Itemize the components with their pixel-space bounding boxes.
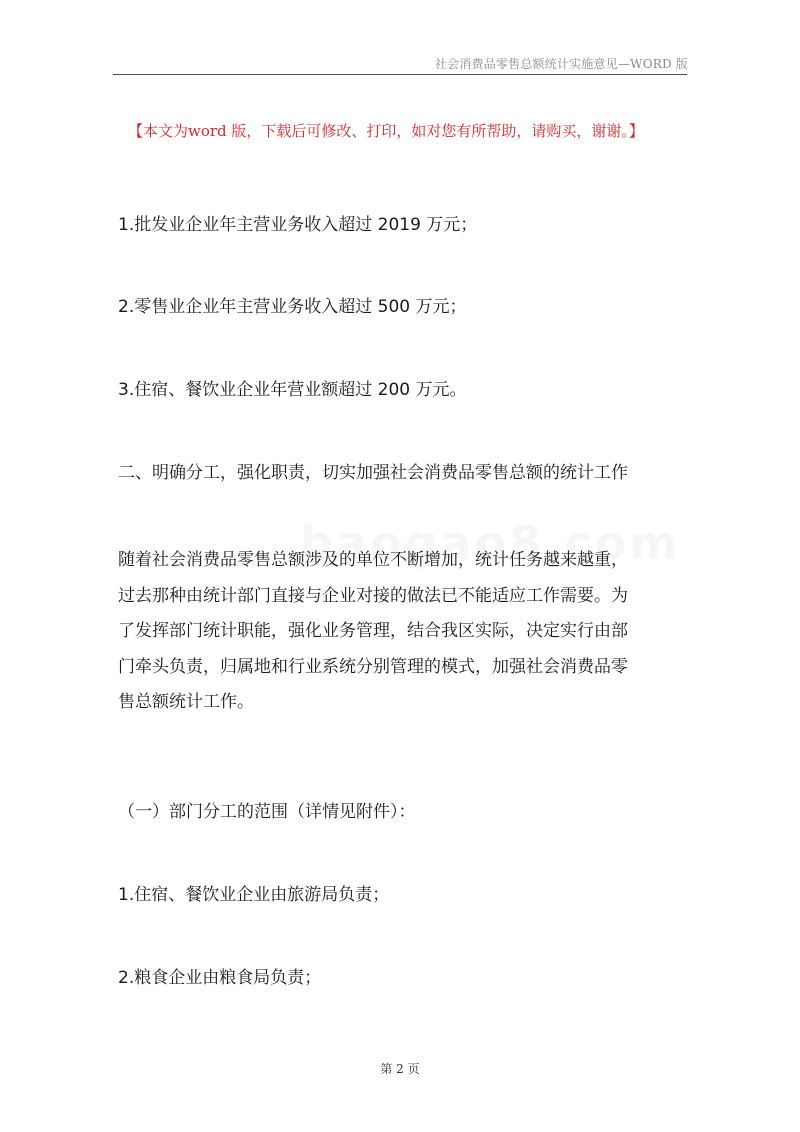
paragraph-line: 过去那种由统计部门直接与企业对接的做法已不能适应工作需要。为 [118, 585, 628, 606]
page-header-title: 社会消费品零售总额统计实施意见—WORD 版 [434, 57, 688, 71]
body-paragraph [118, 543, 628, 721]
paragraph-line: 了发挥部门统计职能，强化业务管理，结合我区实际，决定实行由部 [118, 621, 628, 641]
list-item: 2.粮食企业由粮食局负责； [118, 968, 322, 988]
paragraph-line: 售总额统计工作。 [118, 692, 254, 712]
footer-prefix: 第 [380, 1062, 393, 1076]
page-footer [0, 1060, 800, 1077]
header-divider [113, 74, 687, 75]
paragraph-line: 随着社会消费品零售总额涉及的单位不断增加，统计任务越来越重， [118, 550, 628, 570]
section-heading: 二、明确分工，强化职责，切实加强社会消费品零售总额的统计工作 [118, 463, 628, 483]
subsection-heading: （一）部门分工的范围（详情见附件）： [118, 802, 416, 822]
purchase-notice: 【本文为word 版，下载后可修改、打印，如对您有所帮助，请购买，谢谢。】 [128, 122, 644, 140]
list-item: 2.零售业企业年主营业务收入超过 500 万元； [118, 297, 467, 317]
list-item: 3.住宿、餐饮业企业年营业额超过 200 万元。 [118, 380, 467, 400]
page-number: 2 [396, 1062, 404, 1076]
list-item: 1.住宿、餐饮业企业由旅游局负责； [118, 885, 390, 905]
list-item: 1.批发业企业年主营业务收入超过 2019 万元； [118, 215, 478, 235]
footer-suffix: 页 [407, 1062, 420, 1076]
paragraph-line: 门牵头负责，归属地和行业系统分别管理的模式，加强社会消费品零 [118, 656, 628, 677]
